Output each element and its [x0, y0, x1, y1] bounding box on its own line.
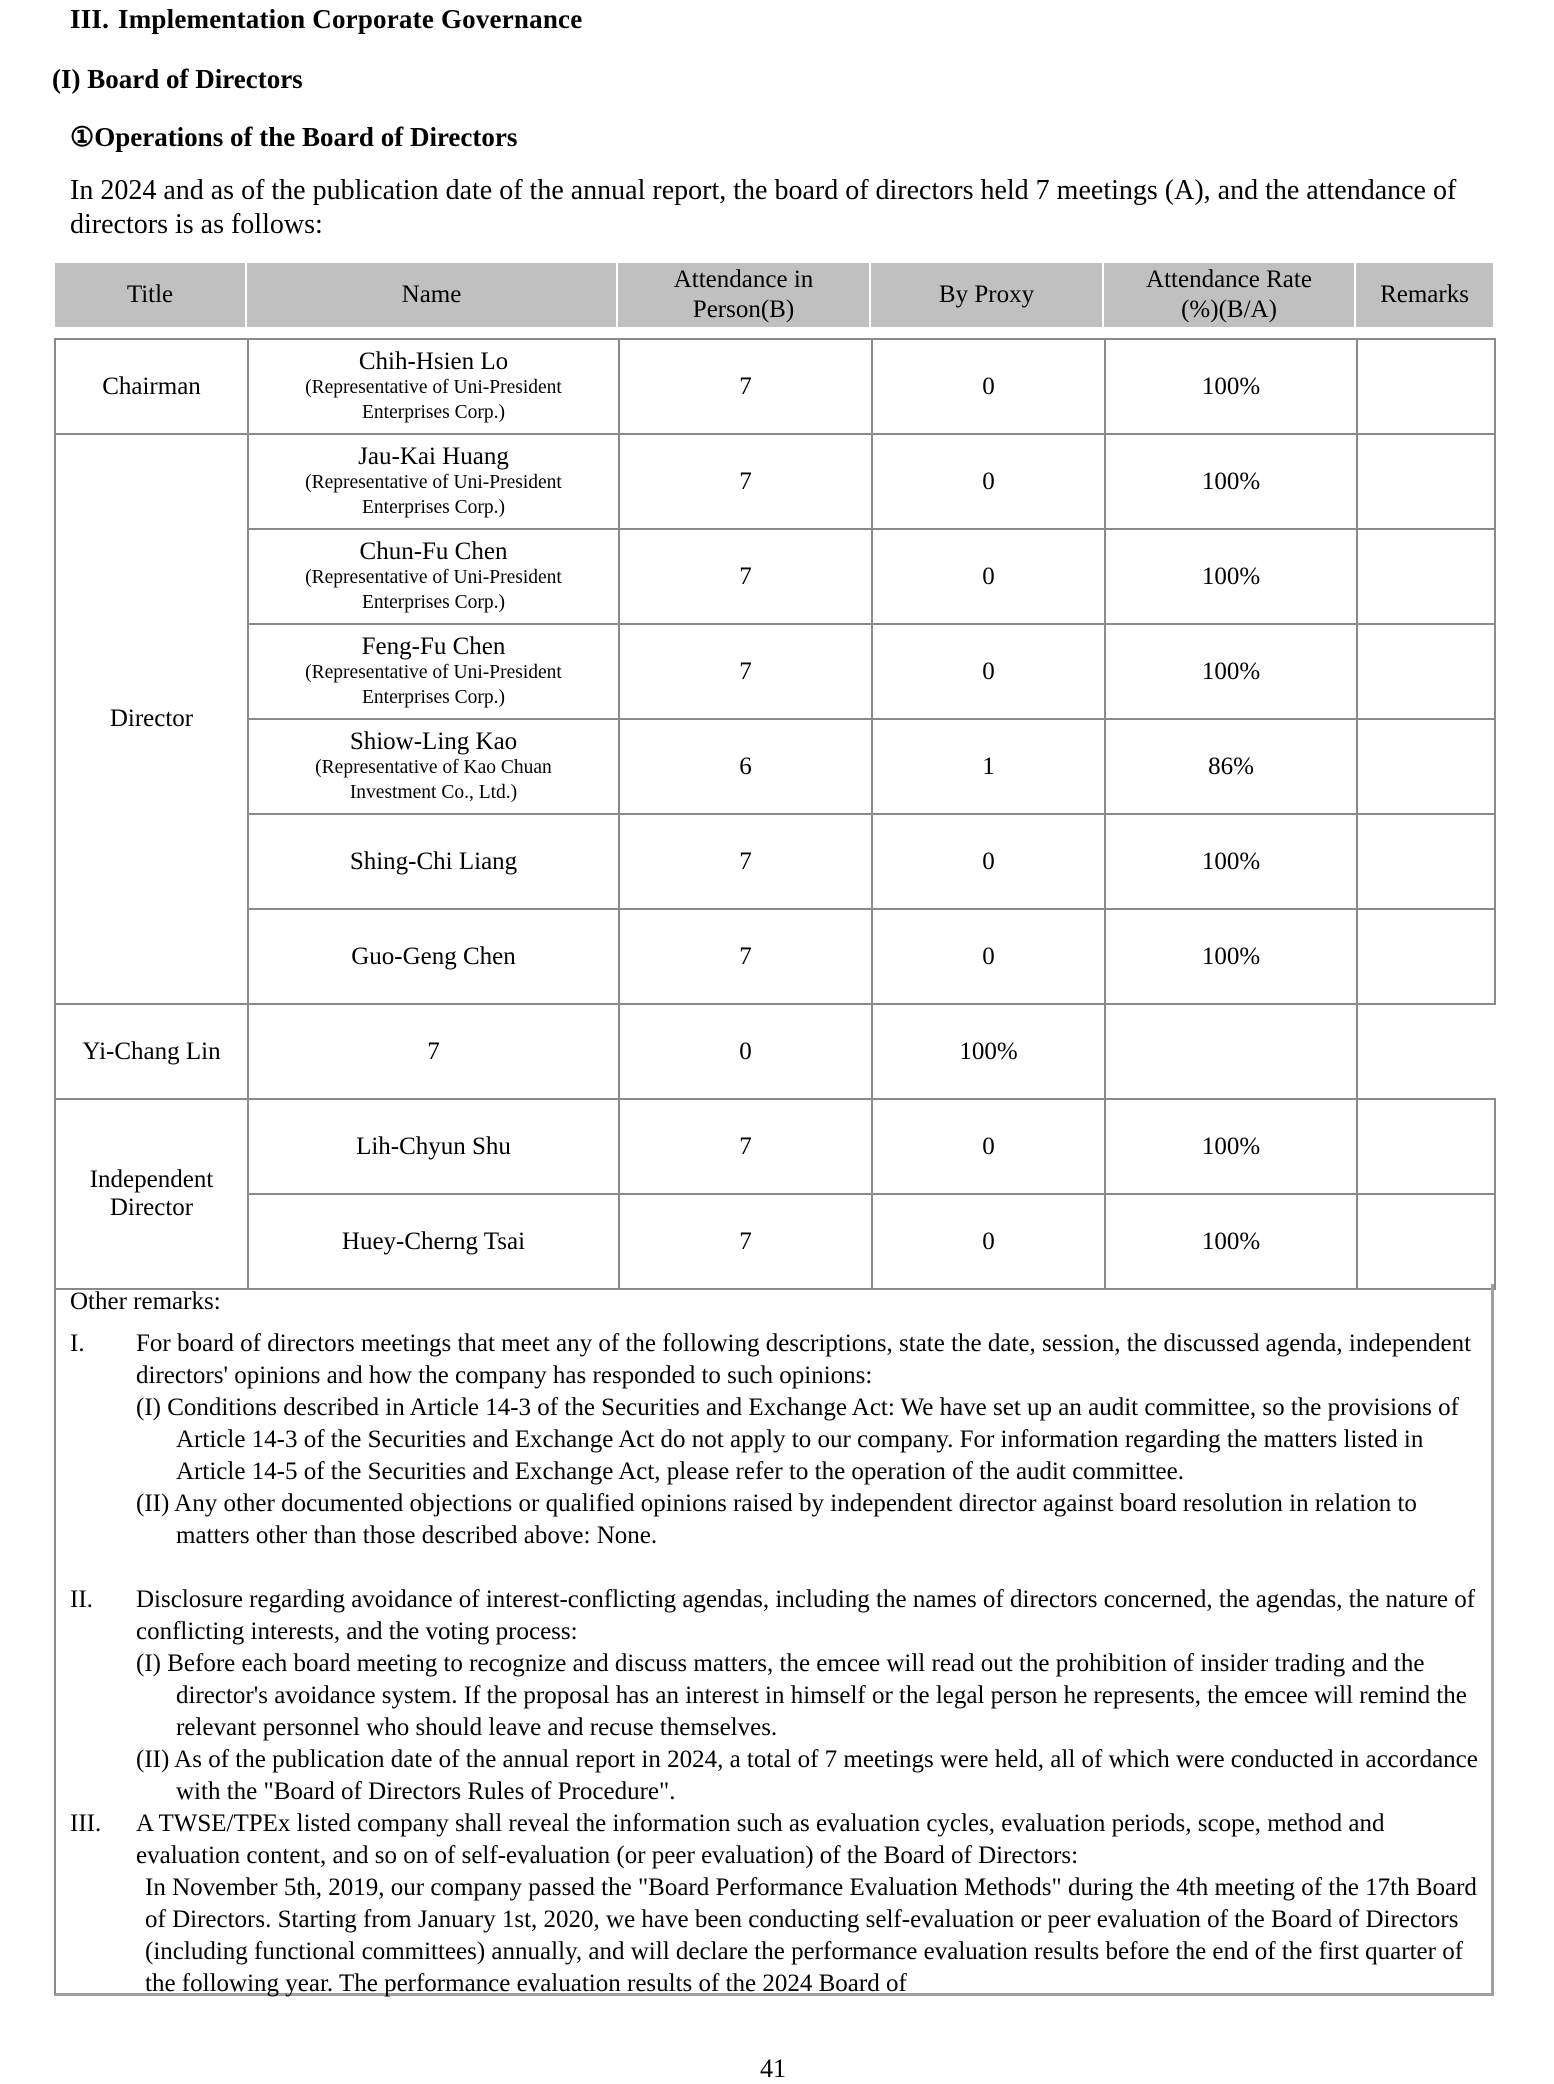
- table-row: [55, 434, 1495, 529]
- representative-note: (Representative of Kao Chuan Investment Co., Ltd.): [315, 757, 552, 803]
- remark-sub-item: (I) Before each board meeting to recognize and discuss matters, the emcee will read out the prohibition of insider trading and the director's avoidance system. If the proposal has an interest in himself or the legal person he represents, the emcee will remind the relevant personnel who should leave and recuse themselves.: [136, 1650, 1467, 1741]
- cell-proxy: 0: [872, 1099, 1105, 1194]
- item-heading: ①Operations of the Board of Directors: [70, 122, 518, 152]
- representative-note: (Representative of Uni-President Enterprises Corp.): [305, 662, 562, 708]
- remark-text: A TWSE/TPEx listed company shall reveal the information such as evaluation cycles, evaluation periods, scope, method and evaluation content, and so on of self-evaluation (or peer evaluation) of the Board of Directors:: [136, 1810, 1385, 1869]
- col-header-rate: Attendance Rate (%)(B/A): [1104, 263, 1356, 327]
- section-heading: [70, 4, 582, 35]
- cell-in-person: 7: [619, 909, 872, 1004]
- cell-remarks: [1357, 814, 1495, 909]
- representative-note: (Representative of Uni-President Enterprises Corp.): [305, 567, 562, 613]
- table-row: [55, 1194, 1495, 1289]
- director-name: Shiow-Ling Kao: [349, 728, 518, 755]
- table-row: [55, 624, 1495, 719]
- director-name: Feng-Fu Chen: [361, 633, 506, 660]
- remark-sub-item: (I) Conditions described in Article 14-3 of the Securities and Exchange Act: We have set up an audit committee, so the provisions of Article 14-3 of the Securities and Exchange Act do not apply to our company. For information regarding the matters listed in Article 14-5 of the Securities and Exchange Act, please refer to the operation of the audit committee.: [136, 1394, 1459, 1485]
- cell-remarks: [1357, 1099, 1495, 1194]
- cell-name: [248, 624, 619, 719]
- director-name: Lih-Chyun Shu: [356, 1133, 511, 1160]
- col-header-title: Title: [55, 263, 247, 327]
- cell-remarks: [1357, 339, 1495, 434]
- cell-title: Director: [55, 434, 248, 1004]
- cell-rate: 100%: [1105, 339, 1357, 434]
- table-row: [55, 719, 1495, 814]
- cell-in-person: 7: [619, 1194, 872, 1289]
- col-header-in-person: Attendance in Person(B): [618, 263, 871, 327]
- cell-proxy: 0: [872, 814, 1105, 909]
- cell-rate: 86%: [1105, 719, 1357, 814]
- section-number: III.: [70, 4, 110, 34]
- cell-remarks: [1357, 719, 1495, 814]
- cell-remarks: [1357, 1194, 1495, 1289]
- roman-numeral: II.: [70, 1586, 93, 1613]
- representative-note: (Representative of Uni-President Enterprises Corp.): [305, 377, 562, 423]
- cell-name: [248, 719, 619, 814]
- remark-sub-item: (II) Any other documented objections or qualified opinions raised by independent director against board resolution in relation to matters other than those described above: None.: [136, 1490, 1417, 1549]
- cell-rate: 100%: [872, 1004, 1105, 1099]
- director-name: Jau-Kai Huang: [358, 443, 509, 470]
- col-header-proxy: By Proxy: [871, 263, 1104, 327]
- director-name: Shing-Chi Liang: [349, 848, 518, 875]
- section-title: Implementation Corporate Governance: [118, 4, 583, 34]
- cell-name: [55, 1004, 248, 1099]
- table-row: [55, 814, 1495, 909]
- cell-name: [248, 339, 619, 434]
- roman-numeral: I.: [70, 1330, 85, 1357]
- cell-rate: 100%: [1105, 529, 1357, 624]
- remark-section-3: [70, 1808, 1480, 2000]
- remark-sub-item: (II) As of the publication date of the annual report in 2024, a total of 7 meetings were held, all of which were conducted in accordance with the "Board of Directors Rules of Procedure".: [136, 1746, 1478, 1805]
- cell-name: [248, 1194, 619, 1289]
- director-name: Guo-Geng Chen: [351, 943, 516, 970]
- cell-name: [248, 814, 619, 909]
- cell-rate: 100%: [1105, 814, 1357, 909]
- table-row: [55, 529, 1495, 624]
- director-name: Chih-Hsien Lo: [358, 348, 509, 375]
- director-name: Chun-Fu Chen: [359, 538, 508, 565]
- cell-title: Chairman: [55, 339, 248, 434]
- intro-paragraph: In 2024 and as of the publication date of the annual report, the board of directors held 7 meetings (A), and the attendance of directors is as follows:: [70, 175, 1457, 240]
- cell-remarks: [1357, 624, 1495, 719]
- cell-name: [248, 909, 619, 1004]
- cell-proxy: 0: [619, 1004, 872, 1099]
- cell-name: [248, 434, 619, 529]
- remarks-header: Other remarks:: [70, 1288, 221, 1315]
- cell-in-person: 6: [619, 719, 872, 814]
- remark-text: Disclosure regarding avoidance of interest-conflicting agendas, including the names of directors concerned, the agendas, the nature of conflicting interests, and the voting process:: [136, 1586, 1476, 1645]
- roman-numeral: III.: [70, 1810, 102, 1837]
- cell-in-person: 7: [619, 1099, 872, 1194]
- cell-name: [248, 1099, 619, 1194]
- cell-in-person: 7: [619, 434, 872, 529]
- remark-section-2: [70, 1584, 1480, 1808]
- cell-remarks: [1105, 1004, 1357, 1099]
- remark-section-1: [70, 1328, 1480, 1552]
- table-row: [55, 339, 1495, 434]
- other-remarks: [54, 1284, 1494, 1996]
- page-number: 41: [760, 2054, 786, 2083]
- cell-rate: 100%: [1105, 909, 1357, 1004]
- subsection-heading: (I) Board of Directors: [52, 64, 303, 94]
- col-header-name: Name: [247, 263, 618, 327]
- cell-proxy: 0: [872, 624, 1105, 719]
- cell-proxy: 0: [872, 1194, 1105, 1289]
- cell-remarks: [1357, 529, 1495, 624]
- cell-rate: 100%: [1105, 1194, 1357, 1289]
- table-row: [55, 1004, 1495, 1099]
- cell-proxy: 1: [872, 719, 1105, 814]
- cell-name: [248, 529, 619, 624]
- director-name: Huey-Cherng Tsai: [341, 1228, 526, 1255]
- cell-in-person: 7: [619, 339, 872, 434]
- director-name: Yi-Chang Lin: [82, 1038, 221, 1065]
- cell-proxy: 0: [872, 434, 1105, 529]
- table-row: [55, 909, 1495, 1004]
- cell-in-person: 7: [619, 529, 872, 624]
- cell-in-person: 7: [619, 814, 872, 909]
- cell-in-person: 7: [619, 624, 872, 719]
- cell-proxy: 0: [872, 909, 1105, 1004]
- cell-proxy: 0: [872, 339, 1105, 434]
- remark-paragraph: In November 5th, 2019, our company passed the "Board Performance Evaluation Methods" during the 4th meeting of the 17th Board of Directors. Starting from January 1st, 2020, we have been conducting self-evaluation or peer evaluation of the Board of Directors (including functional committees) annually, and will declare the performance evaluation results before the end of the first quarter of the following year. The performance evaluation results of the 2024 Board of: [145, 1874, 1477, 1997]
- table-row: [55, 1099, 1495, 1194]
- cell-remarks: [1357, 909, 1495, 1004]
- cell-in-person: 7: [248, 1004, 619, 1099]
- cell-title: Independent Director: [55, 1099, 248, 1289]
- cell-rate: 100%: [1105, 434, 1357, 529]
- col-header-remarks: Remarks: [1356, 263, 1493, 327]
- cell-remarks: [1357, 434, 1495, 529]
- cell-rate: 100%: [1105, 1099, 1357, 1194]
- remark-text: For board of directors meetings that meet any of the following descriptions, state the date, session, the discussed agenda, independent directors' opinions and how the company has responded to such opinions:: [136, 1330, 1472, 1389]
- representative-note: (Representative of Uni-President Enterprises Corp.): [305, 472, 562, 518]
- cell-rate: 100%: [1105, 624, 1357, 719]
- cell-proxy: 0: [872, 529, 1105, 624]
- table-header: [55, 263, 1493, 327]
- attendance-table: [54, 338, 1496, 1290]
